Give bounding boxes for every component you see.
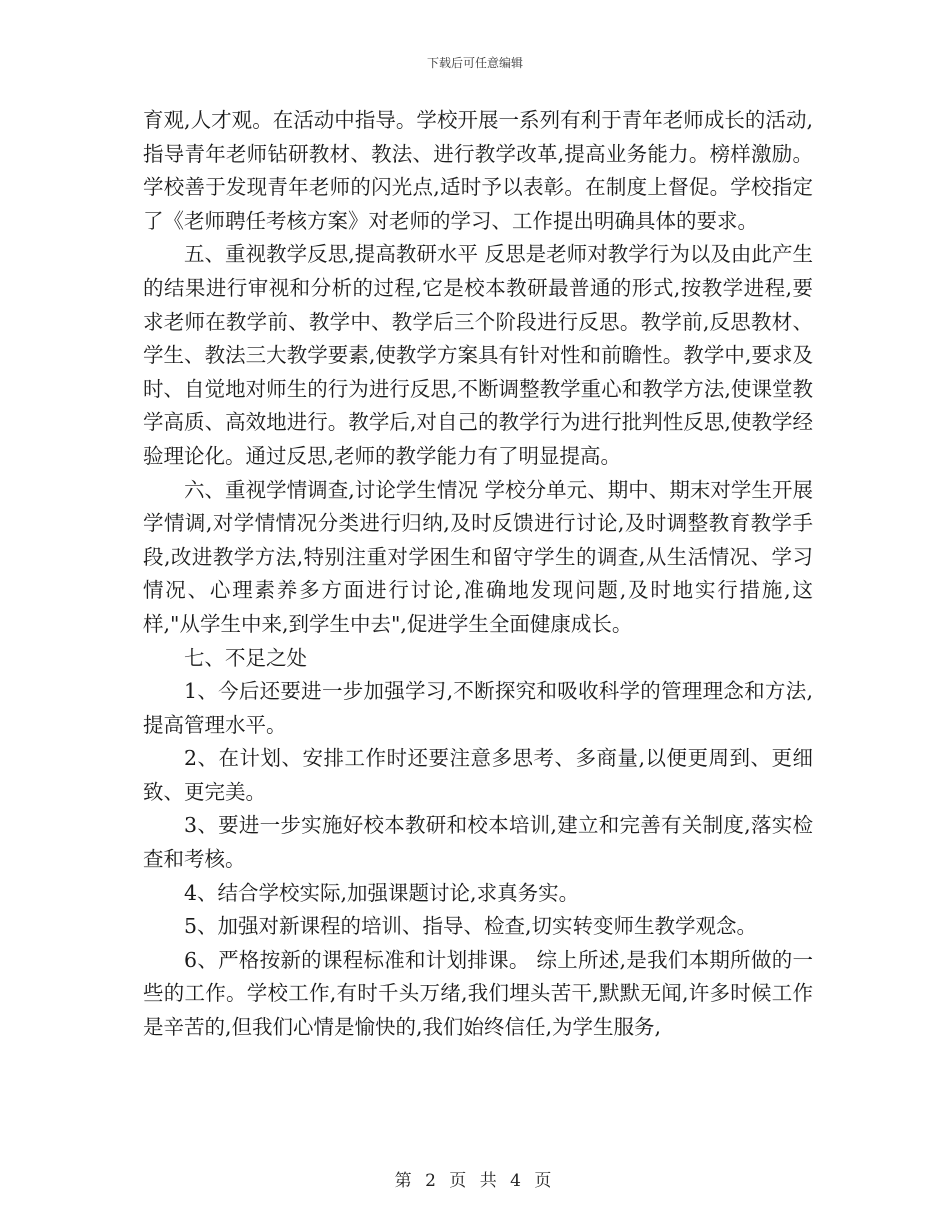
paragraph-section-6: 六、重视学情调查,讨论学生情况 学校分单元、期中、期末对学生开展学情调,对学情情况分类进行归纳,及时反馈进行讨论,及时调整教育教学手段,改进教学方法,特别注重对学困生和留守学生的调查,从生活情况、学习情况、心理素养多方面进行讨论,准确地发现问题,及时地实行措施,这样,"从学生中来,到学生中去",促进学生全面健康成长。 (143, 477, 813, 636)
list-item-6: 6、严格按新的课程标准和计划排课。 综上所述,是我们本期所做的一些的工作。学校工作,有时千头万绪,我们埋头苦干,默默无闻,许多时候工作是辛苦的,但我们心情是愉快的,我们始终信任,为学生服务, (143, 947, 813, 1040)
list-item-2: 2、在计划、安排工作时还要注意多思考、多商量,以便更周到、更细致、更完美。 (143, 746, 813, 804)
list-item-3: 3、要进一步实施好校本教研和校本培训,建立和完善有关制度,落实检查和考核。 (143, 813, 813, 872)
paragraph-1: 育观,人才观。在活动中指导。学校开展一系列有利于青年老师成长的活动,指导青年老师钻研教材、教法、进行教学改革,提高业务能力。榜样激励。学校善于发现青年老师的闪光点,适时予以表彰。在制度上督促。学校指定了《老师聘任考核方案》对老师的学习、工作提出明确具体的要求。 (143, 108, 813, 233)
heading-section-7: 七、不足之处 (184, 645, 307, 670)
document-body (143, 104, 813, 1045)
list-item-1: 1、今后还要进一步加强学习,不断探究和吸收科学的管理理念和方法,提高管理水平。 (143, 679, 813, 737)
page-header: 下载后可任意编辑 (426, 56, 523, 70)
list-item-4: 4、结合学校实际,加强课题讨论,求真务实。 (184, 880, 580, 905)
list-item-5: 5、加强对新课程的培训、指导、检查,切实转变师生教学观念。 (184, 914, 758, 939)
page-footer: 第 2 页 共 4 页 (394, 1171, 556, 1191)
paragraph-section-5: 五、重视教学反思,提高教研水平 反思是老师对教学行为以及由此产生的结果进行审视和分析的过程,它是校本教研最普通的形式,按教学进程,要求老师在教学前、教学中、教学后三个阶段进行反思。教学前,反思教材、学生、教法三大教学要素,使教学方案具有针对性和前瞻性。教学中,要求及时、自觉地对师生的行为进行反思,不断调整教学重心和教学方法,使课堂教学高质、高效地进行。教学后,对自己的教学行为进行批判性反思,使教学经验理论化。通过反思,老师的教学能力有了明显提高。 (143, 242, 813, 468)
